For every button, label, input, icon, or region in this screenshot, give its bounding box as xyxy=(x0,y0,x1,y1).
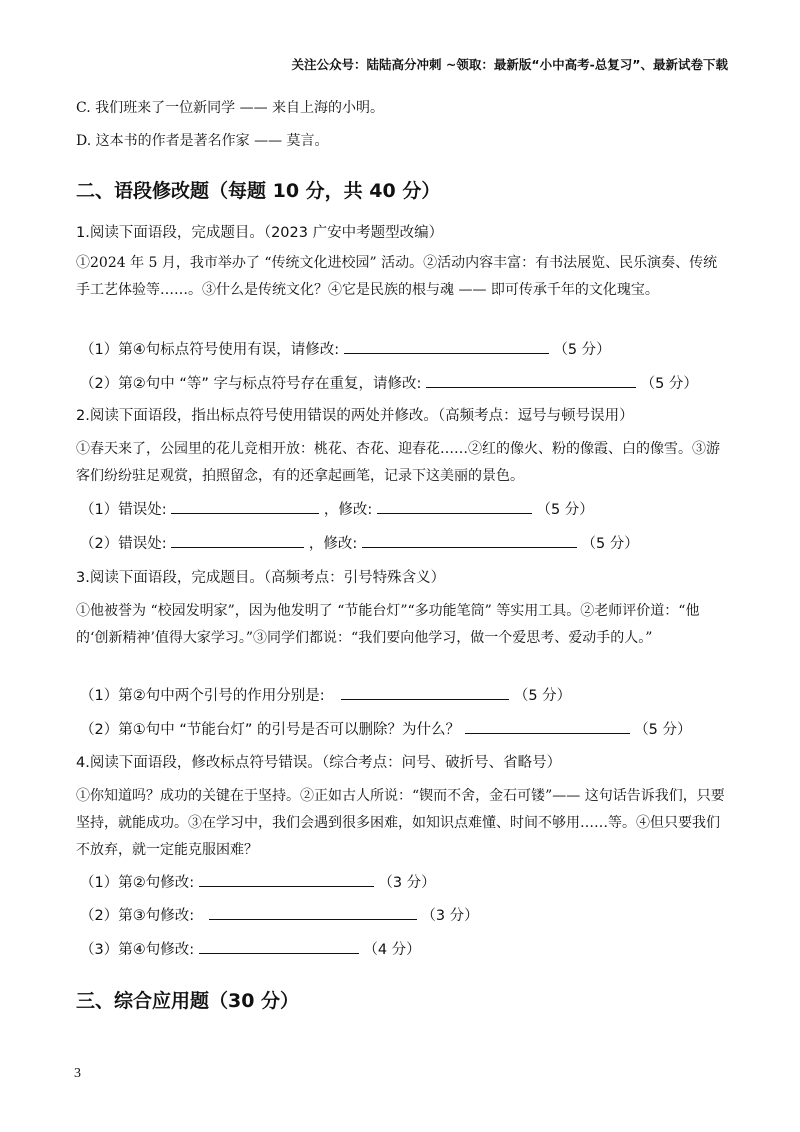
q1-sub1 xyxy=(80,338,611,359)
q3-title: 3.阅读下面语段，完成题目。（高频考点：引号特殊含义） xyxy=(76,570,446,586)
q2-title: 2.阅读下面语段，指出标点符号使用错误的两处并修改。（高频考点：逗号与顿号误用） xyxy=(76,408,634,424)
q3-passage: ①他被誉为 “校园发明家”，因为他发明了 “节能台灯”“多功能笔筒” 等实用工具。②老师评价道：“他的‘创新精神’值得大家学习。”③同学们都说：“我们要向他学习，做一个爱思考、爱动手的人。” xyxy=(76,603,700,646)
page-header: 关注公众号：陆陆高分冲刺 ~领取：最新版“小中高考-总复习”、最新试卷下载 xyxy=(291,57,728,72)
q2-sub2-error-blank[interactable] xyxy=(171,532,304,548)
q2-sub1-mid: ，修改: xyxy=(323,502,373,518)
q1-sub2-prefix: （2）第②句中 “等” 字与标点符号存在重复，请修改: xyxy=(80,376,422,392)
q3-sub2 xyxy=(80,718,692,739)
q2-sub2-mid: ，修改: xyxy=(308,536,358,552)
q4-sub2-score: （3 分） xyxy=(421,908,479,924)
q1-sub1-prefix: （1）第④句标点符号使用有误，请修改: xyxy=(80,342,340,358)
q4-sub3-prefix: （3）第④句修改: xyxy=(80,942,195,958)
q2-sub2-prefix: （2）错误处: xyxy=(80,536,167,552)
q4-title: 4.阅读下面语段，修改标点符号错误。（综合考点：问号、破折号、省略号） xyxy=(76,755,562,771)
q4-sub3-answer-blank[interactable] xyxy=(199,938,359,954)
option-c: C. 我们班来了一位新同学 —— 来自上海的小明。 xyxy=(76,100,385,116)
q4-passage: ①你知道吗？成功的关键在于坚持。②正如古人所说：“锲而不舍，金石可镂”—— 这句话告诉我们，只要坚持，就能成功。③在学习中，我们会遇到很多困难，如知识点难懂、时间不够用……等。④但只要我们不放弃，就一定能克服困难？ xyxy=(76,788,725,858)
q1-sub2-score: （5 分） xyxy=(640,376,698,392)
q1-sub2 xyxy=(80,372,698,393)
section-2-title: 二、语段修改题（每题 10 分，共 40 分） xyxy=(76,180,441,202)
q3-sub1-prefix: （1）第②句中两个引号的作用分别是: xyxy=(80,688,325,704)
q2-sub1-fix-blank[interactable] xyxy=(377,498,532,514)
q4-sub2-answer-blank[interactable] xyxy=(209,904,417,920)
page-number: 3 xyxy=(74,1066,81,1081)
q1-passage: ①2024 年 5 月，我市举办了 “传统文化进校园” 活动。②活动内容丰富：有书法展览、民乐演奏、传统手工艺体验等……。③什么是传统文化？④它是民族的根与魂 —— 即可传承千年的文化瑰宝。 xyxy=(76,255,718,298)
q2-sub2-fix-blank[interactable] xyxy=(362,532,577,548)
q2-sub1-score: （5 分） xyxy=(536,502,594,518)
option-d: D. 这本书的作者是著名作家 —— 莫言。 xyxy=(76,133,329,149)
q3-sub1-score: （5 分） xyxy=(513,688,572,704)
q4-sub1-prefix: （1）第②句修改: xyxy=(80,875,195,891)
q3-sub1-answer-blank[interactable] xyxy=(341,684,509,700)
q2-sub2-score: （5 分） xyxy=(581,536,639,552)
q3-sub2-score: （5 分） xyxy=(634,722,692,738)
q3-sub1 xyxy=(80,684,571,705)
q4-sub1-score: （3 分） xyxy=(378,875,436,891)
q1-sub1-score: （5 分） xyxy=(553,342,611,358)
q2-sub2 xyxy=(80,532,639,553)
q4-sub3-score: （4 分） xyxy=(363,942,421,958)
q2-sub1-prefix: （1）错误处: xyxy=(80,502,167,518)
q4-sub2 xyxy=(80,904,479,925)
q4-sub1 xyxy=(80,871,436,892)
q1-sub1-answer-blank[interactable] xyxy=(344,338,549,354)
q2-sub1 xyxy=(80,498,594,519)
q2-sub1-error-blank[interactable] xyxy=(171,498,319,514)
q2-passage: ①春天来了，公园里的花儿竞相开放：桃花、杏花、迎春花……②红的像火、粉的像霞、白的像雪。③游客们纷纷驻足观赏，拍照留念，有的还拿起画笔，记录下这美丽的景色。 xyxy=(76,441,720,484)
q1-sub2-answer-blank[interactable] xyxy=(426,372,636,388)
q4-sub3 xyxy=(80,938,421,959)
q3-sub2-answer-blank[interactable] xyxy=(465,718,630,734)
section-3-title: 三、综合应用题（30 分） xyxy=(76,990,300,1012)
q3-sub2-prefix: （2）第①句中 “节能台灯” 的引号是否可以删除？为什么？ xyxy=(80,722,460,738)
q1-title: 1.阅读下面语段，完成题目。（2023 广安中考题型改编） xyxy=(76,225,444,241)
q4-sub1-answer-blank[interactable] xyxy=(199,871,374,887)
q4-sub2-prefix: （2）第③句修改: xyxy=(80,908,195,924)
